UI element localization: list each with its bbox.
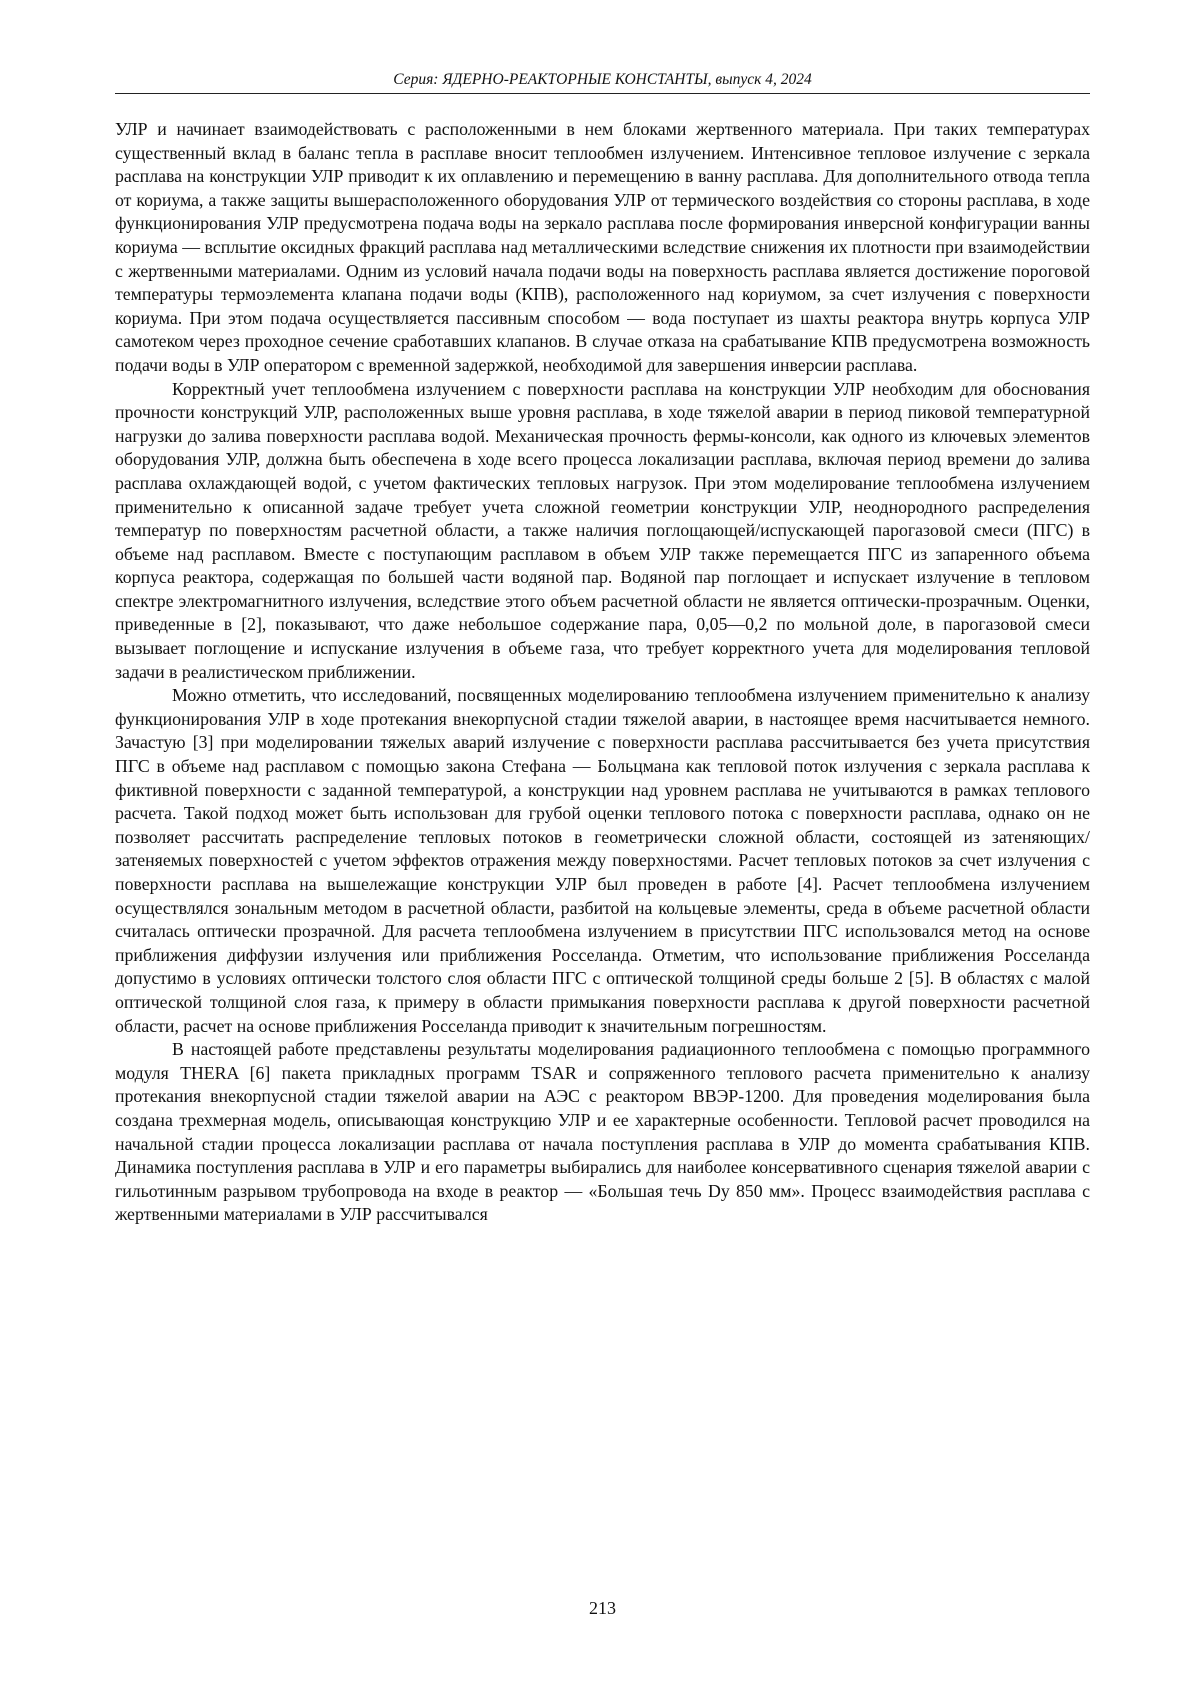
article-body [115,118,1090,1227]
paragraph-present-work: В настоящей работе представлены результаты моделирования радиационного теплообмена с помощью программного модуля THERA [6] пакета прикладных программ TSAR и сопряженного теплового расчета применительно к анализу протекания внекорпусной стадии тяжелой аварии на АЭС с реактором ВВЭР-1200. Для проведения моделирования была создана трехмерная модель, описывающая конструкцию УЛР и ее характерные особенности. Тепловой расчет проводился на начальной стадии процесса локализации расплава от начала поступления расплава в УЛР до момента срабатывания КПВ. Динамика поступления расплава в УЛР и его параметры выбирались для наиболее консервативного сценария тяжелой аварии с гильотинным разрывом трубопровода на входе в реактор — «Большая течь Dy 850 мм». Процесс взаимодействия расплава с жертвенными материалами в УЛР рассчитывался [115,1039,1090,1225]
paragraph-radiation-accounting: Корректный учет теплообмена излучением с поверхности расплава на конструкции УЛР необходим для обоснования прочности конструкций УЛР, расположенных выше уровня расплава, в ходе тяжелой аварии в период пиковой температурной нагрузки до залива поверхности расплава водой. Механическая прочность фермы-консоли, как одного из ключевых элементов оборудования УЛР, должна быть обеспечена в ходе всего процесса локализации расплава, включая период времени до залива расплава охлаждающей водой, с учетом фактических тепловых нагрузок. При этом моделирование теплообмена излучением применительно к описанной задаче требует учета сложной геометрии конструкции УЛР, неоднородного распределения температур по поверхностям расчетной области, а также наличия поглощающей/испускающей парогазовой смеси (ПГС) в объеме над расплавом. Вместе с поступающим расплавом в объем УЛР также перемещается ПГС из запаренного объема корпуса реактора, содержащая по большей части водяной пар. Водяной пар поглощает и испускает излучение в тепловом спектре электромагнитного излучения, вследствие этого объем расчетной области не является оптически-прозрачным. Оценки, приведенные в [2], показывают, что даже небольшое содержание пара, 0,05—0,2 по мольной доле, в парогазовой смеси вызывает поглощение и испускание излучения в объеме газа, что требует корректного учета для моделирования тепловой задачи в реалистическом приближении. [115,378,1090,682]
paragraph-continuation: УЛР и начинает взаимодействовать с расположенными в нем блоками жертвенного материала. При таких температурах существенный вклад в баланс тепла в расплаве вносит теплообмен излучением. Интенсивное тепловое излучение с зеркала расплава на конструкции УЛР приводит к их оплавлению и перемещению в ванну расплава. Для дополнительного отвода тепла от кориума, а также защиты вышерасположенного оборудования УЛР от термического воздействия со стороны расплава, в ходе функционирования УЛР предусмотрена подача воды на зеркало расплава после формирования инверсной конфигурации ванны кориума — всплытие оксидных фракций расплава над металлическими вследствие снижения их плотности при взаимодействии с жертвенными материалами. Одним из условий начала подачи воды на поверхность расплава является достижение пороговой температуры термоэлемента клапана подачи воды (КПВ), расположенного над кориумом, за счет излучения с поверхности кориума. При этом подача осуществляется пассивным способом — вода поступает из шахты реактора внутрь корпуса УЛР самотеком через проходное сечение сработавших клапанов. В случае отказа на срабатывание КПВ предусмотрена возможность подачи воды в УЛР оператором с временной задержкой, необходимой для завершения инверсии расплава. [115,119,1090,375]
paragraph-literature-review: Можно отметить, что исследований, посвященных моделированию теплообмена излучением применительно к анализу функционирования УЛР в ходе протекания внекорпусной стадии тяжелой аварии, в настоящее время насчитывается немного. Зачастую [3] при моделировании тяжелых аварий излучение с поверхности расплава рассчитывается без учета присутствия ПГС в объеме над расплавом с помощью закона Стефана — Больцмана как тепловой поток излучения с зеркала расплава к фиктивной поверхности с заданной температурой, а конструкции над уровнем расплава не учитываются в рамках теплового расчета. Такой подход может быть использован для грубой оценки теплового потока с поверхности расплава, однако он не позволяет рассчитать распределение тепловых потоков в геометрически сложной области, состоящей из затеняющих/затеняемых поверхностей с учетом эффектов отражения между поверхностями. Расчет тепловых потоков за счет излучения с поверхности расплава на вышележащие конструкции УЛР был проведен в работе [4]. Расчет теплообмена излучением осуществлялся зональным методом в расчетной области, разбитой на кольцевые элементы, среда в объеме расчетной области считалась оптически прозрачной. Для расчета теплообмена излучением в присутствии ПГС использовался метод на основе приближения диффузии излучения или приближения Росселанда. Отметим, что использование приближения Росселанда допустимо в условиях оптически толстого слоя области ПГС с оптической толщиной среды больше 2 [5]. В областях с малой оптической толщиной слоя газа, к примеру в области примыкания поверхности расплава к другой поверхности расчетной области, расчет на основе приближения Росселанда приводит к значительным погрешностям. [115,685,1090,1036]
page-number: 213 [589,1598,616,1618]
header-rule [115,93,1090,94]
running-header: Серия: ЯДЕРНО-РЕАКТОРНЫЕ КОНСТАНТЫ, выпуск 4, 2024 [393,71,812,88]
